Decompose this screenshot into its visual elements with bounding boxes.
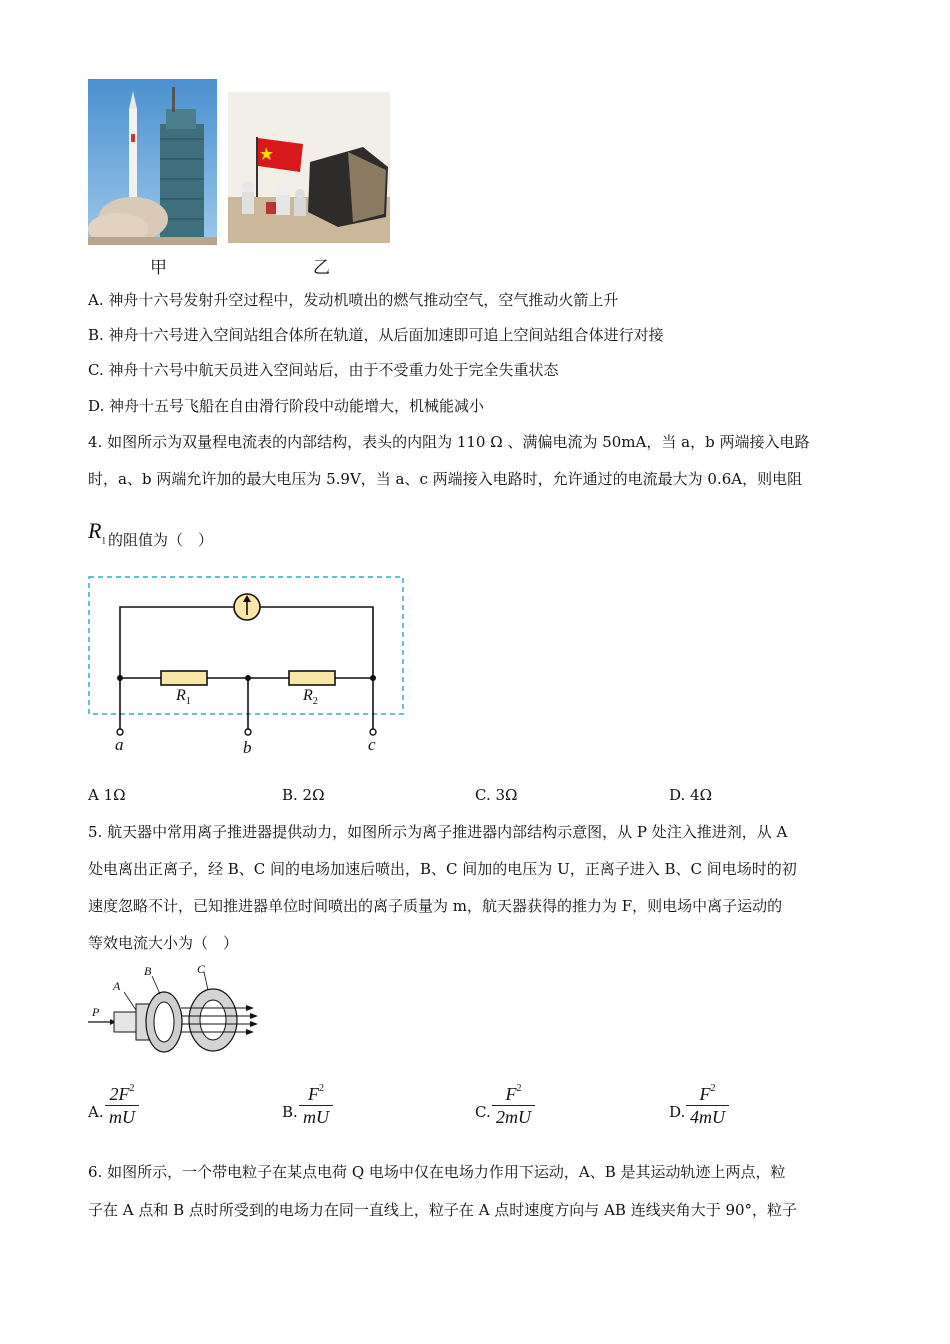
resistor-r2 — [289, 671, 335, 685]
r1-label: $R_1$ — [176, 687, 191, 708]
q4-option-c: C. 3Ω — [475, 786, 518, 804]
q5-option-c-label: C. — [475, 1103, 491, 1121]
q5-option-d-label: D. — [669, 1103, 686, 1121]
photo-caption-left: 甲 — [150, 258, 167, 278]
q6-stem-line1: 6. 如图所示，一个带电粒子在某点电荷 Q 电场中仅在电场力作用下运动，A、B 是其运动轨迹上两点，粒 — [88, 1163, 786, 1181]
current-meter-circuit — [85, 574, 410, 759]
resistor-r1 — [161, 671, 207, 685]
ion-thruster-diagram — [86, 962, 261, 1057]
q5-option-c-fraction: $\frac{F^2}{2mU}$ — [492, 1078, 535, 1128]
q4-stem-line2: 时，a、b 两端允许加的最大电压为 5.9V，当 a、c 两端接入电路时，允许通过的电流最大为 0.6A，则电阻 — [88, 470, 803, 488]
q3-option-b: B. 神舟十六号进入空间站组合体所在轨道，从后面加速即可追上空间站组合体进行对接 — [88, 326, 664, 344]
q4-stem-line3: 的阻值为（ ） — [108, 531, 214, 549]
propellant-inlet-tube — [114, 1012, 136, 1032]
label-c: C — [197, 962, 206, 976]
q6-stem-line2: 子在 A 点和 B 点时所受到的电场力在同一直线上，粒子在 A 点时速度方向与 AB 连线夹角大于 90°，粒子 — [88, 1201, 798, 1219]
label-p: P — [92, 1005, 100, 1019]
label-b: B — [144, 964, 152, 978]
r2-label: $R_2$ — [303, 687, 318, 708]
terminal-a-label: a — [115, 735, 124, 754]
q5-stem-line1: 5. 航天器中常用离子推进器提供动力，如图所示为离子推进器内部结构示意图，从 P 处注入推进剂，从 A — [88, 823, 788, 841]
q3-option-a: A. 神舟十六号发射升空过程中，发动机喷出的燃气推动空气，空气推动火箭上升 — [88, 291, 619, 309]
q4-option-b: B. 2Ω — [282, 786, 325, 804]
terminal-b-label: b — [243, 738, 252, 757]
terminal-b-node — [245, 729, 251, 735]
q5-stem-line3: 速度忽略不计，已知推进器单位时间喷出的离子质量为 m，航天器获得的推力为 F，则电场中离子运动的 — [88, 897, 783, 915]
q4-stem-line1: 4. 如图所示为双量程电流表的内部结构，表头的内阻为 110 Ω 、满偏电流为 50mA，当 a，b 两端接入电路 — [88, 433, 810, 451]
q5-stem-line2: 处电离出正离子，经 B、C 间的电场加速后喷出，B、C 间加的电压为 U，正离子进入 B、C 间电场时的初 — [88, 860, 797, 878]
q5-option-d-fraction: $\frac{F^2}{4mU}$ — [686, 1078, 729, 1128]
label-a: A — [113, 979, 121, 993]
q4-option-a: A 1Ω — [88, 786, 126, 804]
q4-option-d: D. 4Ω — [669, 786, 713, 804]
q3-option-d: D. 神舟十五号飞船在自由滑行阶段中动能增大，机械能减小 — [88, 397, 485, 415]
q5-option-b-fraction: $\frac{F^2}{mU}$ — [299, 1078, 333, 1128]
photo-caption-right: 乙 — [313, 258, 330, 278]
q5-stem-line4: 等效电流大小为（ ） — [88, 934, 239, 952]
q3-option-c: C. 神舟十六号中航天员进入空间站后，由于不受重力处于完全失重状态 — [88, 361, 559, 379]
q5-option-a-fraction: $\frac{2F^2}{mU}$ — [105, 1078, 139, 1128]
landing-photo — [228, 92, 390, 243]
terminal-c-label: c — [368, 735, 376, 754]
q5-option-b-label: B. — [282, 1103, 298, 1121]
q4-r1-symbol: $R_1$ — [88, 518, 106, 546]
q5-option-a-label: A. — [88, 1103, 104, 1121]
rocket-launch-photo — [88, 79, 217, 245]
